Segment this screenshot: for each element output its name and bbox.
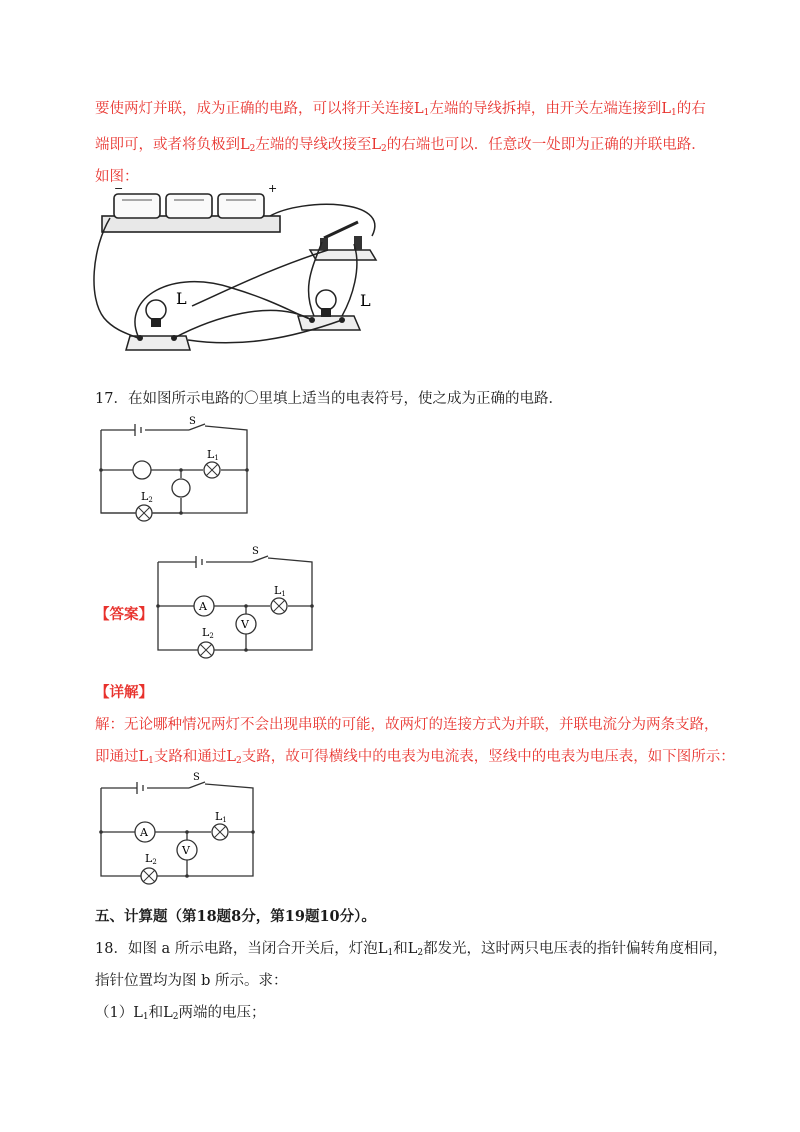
q17-circuit-blank <box>97 416 257 525</box>
detail-line1: 解：无论哪种情况两灯不会出现串联的可能，故两灯的连接方式为并联，并联电流分为两条支路， <box>95 717 719 733</box>
lamp-l2-label: L2 <box>202 626 214 640</box>
lamp-l2-symbol <box>141 868 157 884</box>
blank-meter-horizontal <box>133 461 151 479</box>
svg-text:A: A <box>199 600 207 613</box>
q18-line1: 18．如图 a 所示电路，当闭合开关后，灯泡$L_1$和$L_2$都发光，这时两只电压表的指针偏转角度相同， <box>95 941 728 958</box>
battery-cell-2 <box>166 194 212 218</box>
lamp-l2-symbol <box>198 642 214 658</box>
lamp-l2-photo-label: L <box>176 289 187 308</box>
lamp-l1-symbol <box>204 462 220 478</box>
q18-line2: 指针位置均为图 b 所示。求： <box>95 973 288 989</box>
voltmeter-symbol <box>177 840 197 860</box>
ammeter-symbol <box>135 822 155 842</box>
lamp-l2-label: L2 <box>141 490 153 504</box>
blank-meter-vertical <box>172 479 190 497</box>
lamp-l1-symbol <box>212 824 228 840</box>
detail-line2: 即通过$L_1$支路和通过$L_2$支路，故可得横线中的电表为电流表，竖线中的电表为电压表，如下图所示： <box>95 749 735 766</box>
lamp-l1-label: L1 <box>207 448 219 462</box>
s16-line2: 端即可，或者将负极到$L_2$左端的导线改接至$L_2$的右端也可以．任意改一处即为正确的并联电路． <box>95 137 706 154</box>
lamp-l2-symbol <box>136 505 152 521</box>
switch-label: S <box>252 546 259 557</box>
section5-heading: 五、计算题（第18题8分，第19题10分）。 <box>95 908 376 925</box>
q18-sub1: $(1)L_1$和$L_2$两端的电压； <box>95 1005 266 1022</box>
lamp-l1-label: L1 <box>215 810 227 824</box>
switch-component <box>310 222 376 260</box>
detail-circuit <box>97 772 262 882</box>
svg-text:V: V <box>241 618 249 631</box>
s16-line1: 要使两灯并联，成为正确的电路，可以将开关连接$L_1$左端的导线拆掉，由开关左端连接到$L_1$的右 <box>95 101 706 118</box>
battery-cell-3 <box>218 194 264 218</box>
detail-label: 【详解】 <box>95 684 153 701</box>
switch-label: S <box>193 772 200 783</box>
lamp-l1-label: L1 <box>274 584 286 598</box>
ammeter-symbol <box>194 596 214 616</box>
lamp-l2-label: L2 <box>145 852 157 866</box>
switch-label: S <box>189 416 196 427</box>
physical-circuit-illustration <box>92 182 392 363</box>
q17-question: 17．在如图所示电路的〇里填上适当的电表符号，使之成为正确的电路． <box>95 391 563 407</box>
lamp-l1-symbol <box>271 598 287 614</box>
answer-label: 【答案】 <box>95 606 153 623</box>
s16-fig-label: 如图： <box>95 169 139 185</box>
svg-text:A: A <box>140 826 148 839</box>
svg-text:V: V <box>182 844 190 857</box>
battery-minus-label: − <box>114 182 124 195</box>
battery-cell-1 <box>114 194 160 218</box>
lamp-l1-photo-label: L <box>360 291 371 310</box>
voltmeter-symbol <box>236 614 256 634</box>
q17-circuit-answer <box>154 548 319 658</box>
battery-plus-label: + <box>268 182 278 195</box>
